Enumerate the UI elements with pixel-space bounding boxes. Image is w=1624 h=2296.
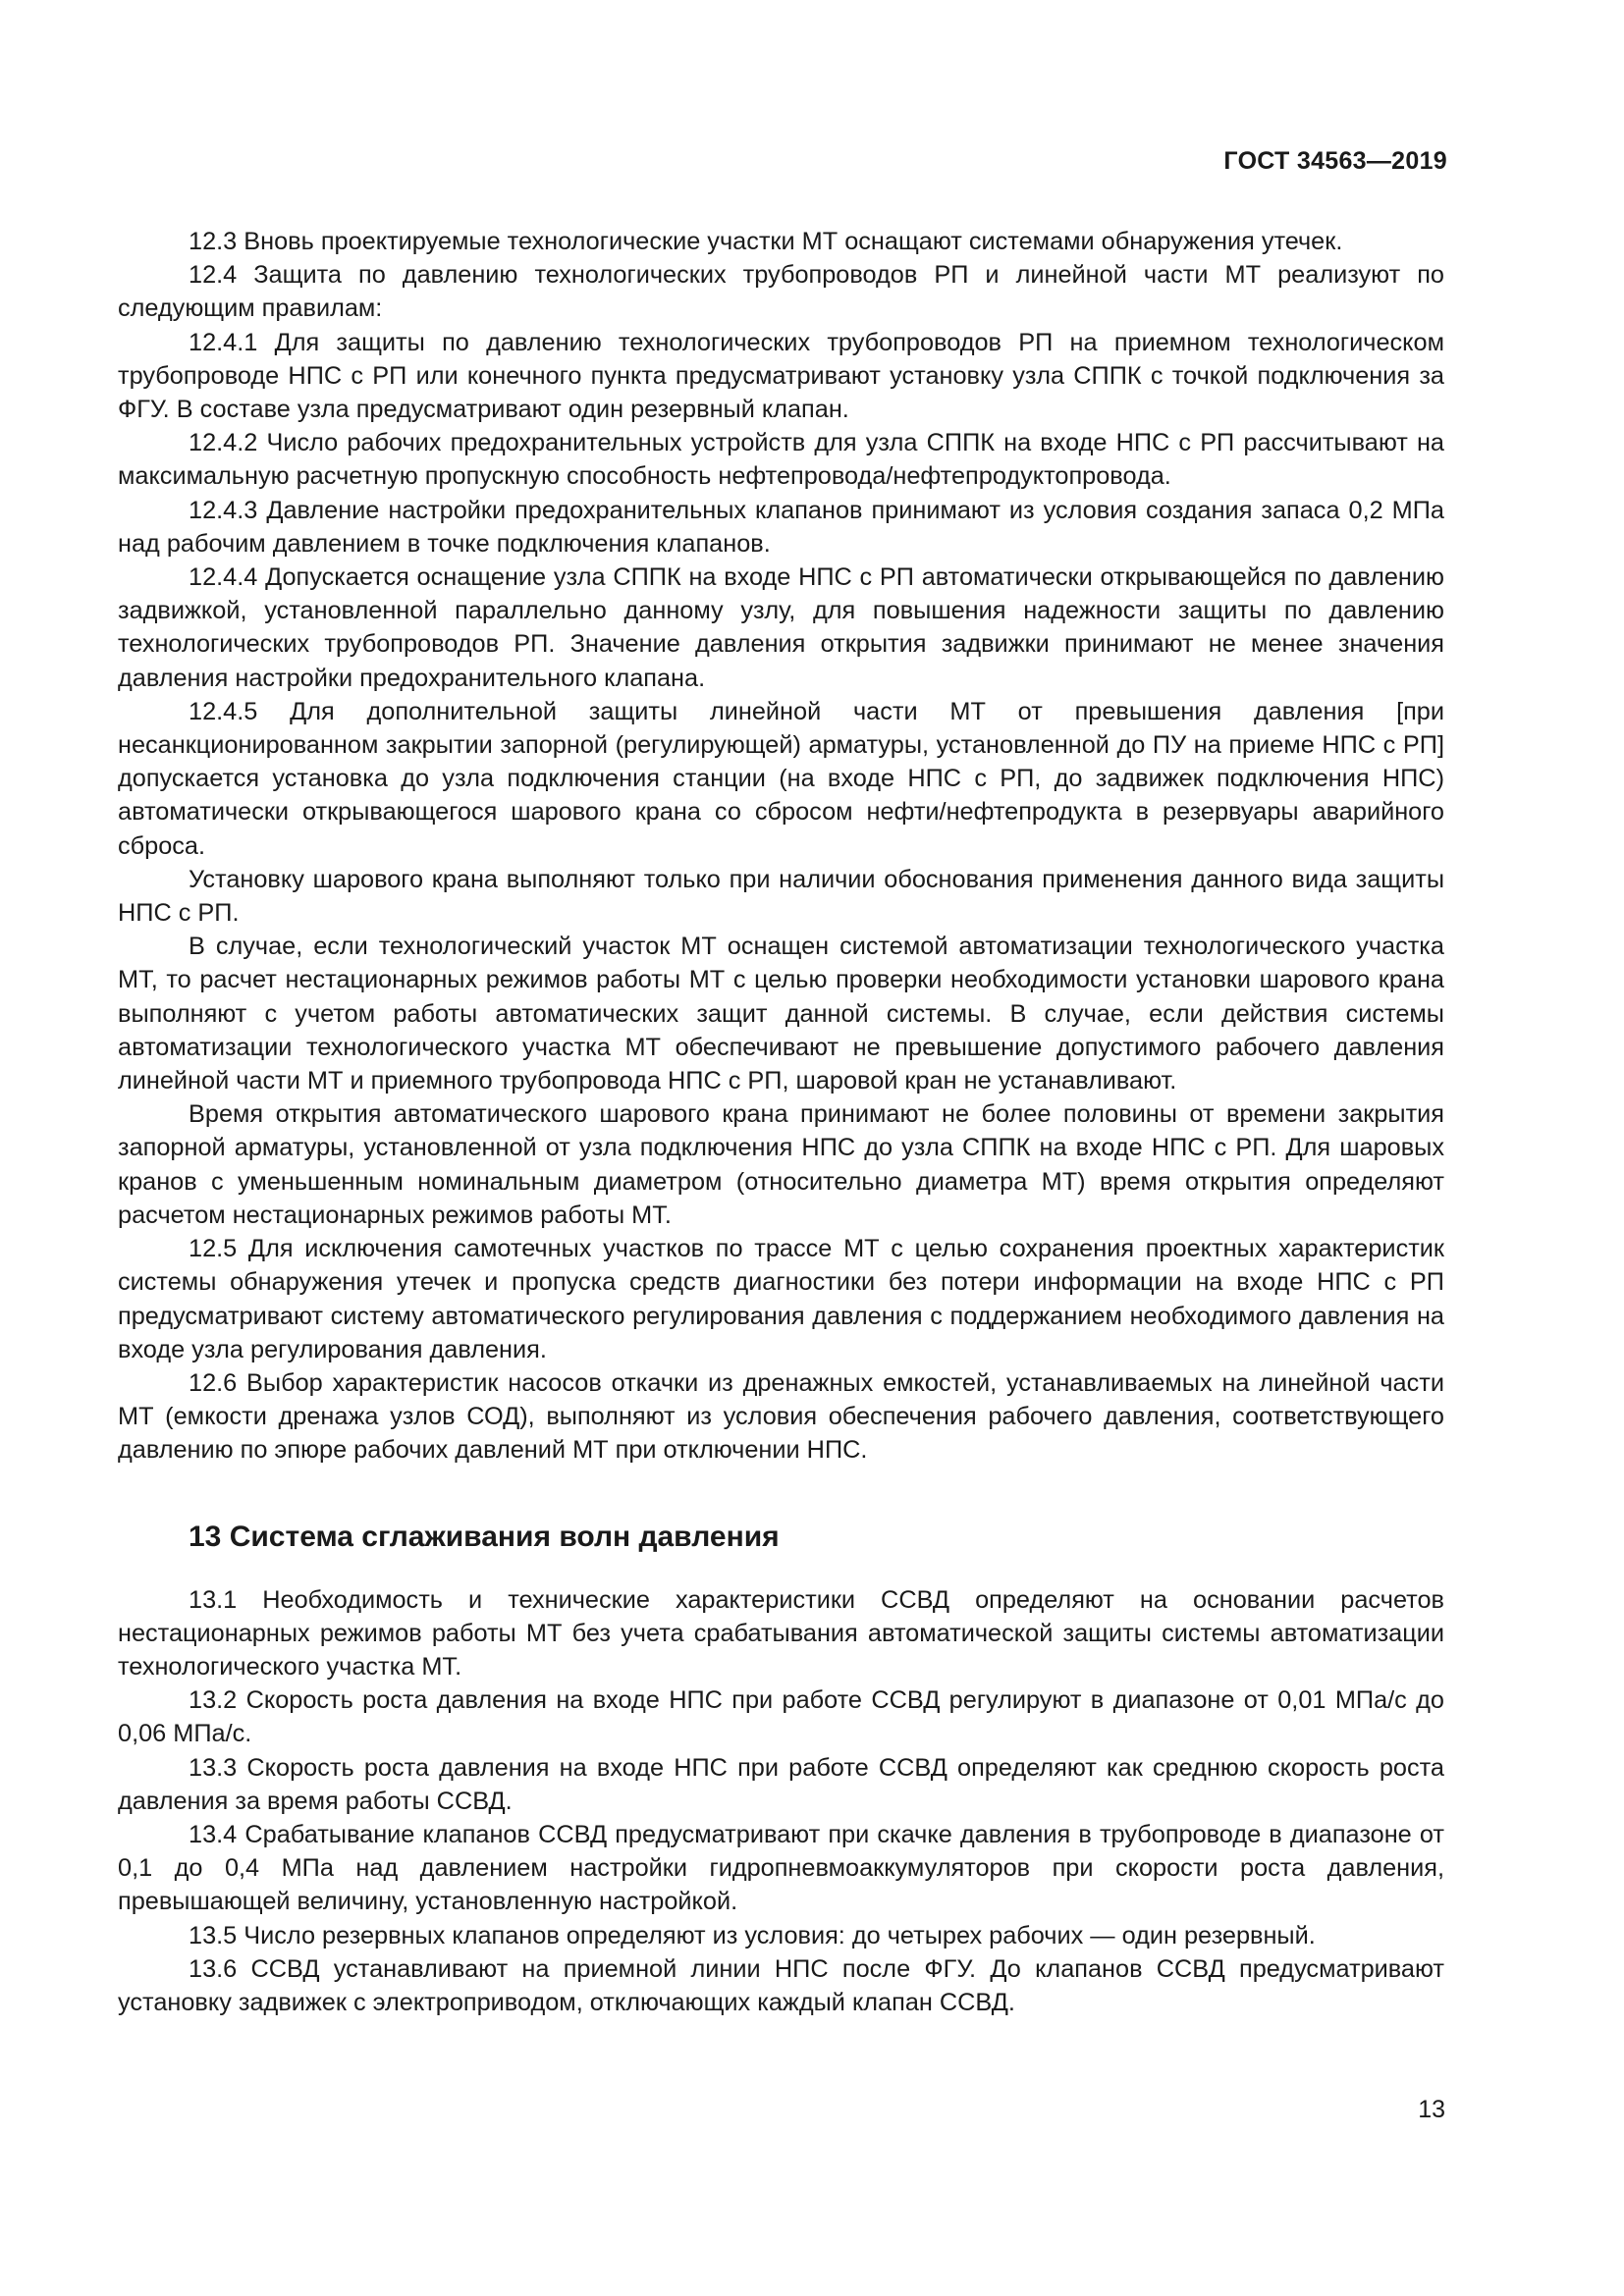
paragraph-12-4-4: 12.4.4 Допускается оснащение узла СППК на входе НПС с РП автоматически открывающейся по давлению задвижкой, установленной параллельно данному узлу, для повышения надежности защиты по давлению технологических трубопроводов РП. Значение давления открытия задвижки принимают не менее значения давления настройки предохранительного клапана. [118, 563, 1444, 692]
paragraph-12-4-2: 12.4.2 Число рабочих предохранительных устройств для узла СППК на входе НПС с РП рассчитывают на максимальную расчетную пропускную способность нефтепровода/нефтепродуктопровода. [118, 429, 1444, 491]
paragraph-automation-case: В случае, если технологический участок МТ оснащен системой автоматизации технологического участка МТ, то расчет нестационарных режимов работы МТ с целью проверки необходимости установки шарового крана выполняют с учетом работы автоматических защит данной системы. В случае, если действия системы автоматизации технологического участка МТ обеспечивают не превышение допустимого рабочего давления линейной части МТ и приемного трубопровода НПС с РП, шаровой кран не устанавливают. [118, 933, 1444, 1095]
paragraph-12-3: 12.3 Вновь проектируемые технологические участки МТ оснащают системами обнаружения утечек. [189, 228, 1343, 255]
paragraph-13-6: 13.6 ССВД устанавливают на приемной линии НПС после ФГУ. До клапанов ССВД предусматривают установку задвижек с электроприводом, отключающих каждый клапан ССВД. [118, 1954, 1444, 2016]
page-number: 13 [1418, 2096, 1445, 2123]
paragraph-12-5: 12.5 Для исключения самотечных участков по трассе МТ с целью сохранения проектных характеристик системы обнаружения утечек и пропуска средств диагностики без потери информации на входе НПС с РП предусматривают систему автоматического регулирования давления с поддержанием необходимого давления на входе узла регулирования давления. [118, 1235, 1444, 1363]
paragraph-13-1: 13.1 Необходимость и технические характеристики ССВД определяют на основании расчетов нестационарных режимов работы МТ без учета срабатывания автоматической защиты системы автоматизации технологического участка МТ. [118, 1585, 1444, 1681]
section-12-body [118, 225, 1444, 1468]
document-body [118, 225, 1444, 2019]
section-13-heading: 13 Система сглаживания волн давления [189, 1520, 780, 1553]
paragraph-12-6: 12.6 Выбор характеристик насосов откачки из дренажных емкостей, устанавливаемых на линейной части МТ (емкости дренажа узлов СОД), выполняют из условия обеспечения рабочего давления, соответствующего давлению по эпюре рабочих давлений МТ при отключении НПС. [118, 1368, 1444, 1465]
paragraph-ball-valve-justification: Установку шарового крана выполняют только при наличии обоснования применения данного вида защиты НПС с РП. [118, 865, 1444, 928]
paragraph-13-4: 13.4 Срабатывание клапанов ССВД предусматривают при скачке давления в трубопроводе в диапазоне от 0,1 до 0,4 МПа над давлением настройки гидропневмоаккумуляторов при скорости роста давления, превышающей величину, установленную настройкой. [118, 1820, 1444, 1916]
paragraph-12-4: 12.4 Защита по давлению технологических трубопроводов РП и линейной части МТ реализуют по следующим правилам: [118, 261, 1444, 323]
paragraph-12-4-5: 12.4.5 Для дополнительной защиты линейной части МТ от превышения давления [при несанкционированном закрытии запорной (регулирующей) арматуры, установленной до ПУ на приеме НПС с РП] допускается установка до узла подключения станции (на входе НПС с РП, до задвижек подключения НПС) автоматически открывающегося шарового крана со сбросом нефти/нефтепродукта в резервуары аварийного сброса. [118, 697, 1444, 860]
paragraph-12-4-1: 12.4.1 Для защиты по давлению технологических трубопроводов РП на приемном технологическом трубопроводе НПС с РП или конечного пункта предусматривают установку узла СППК с точкой подключения за ФГУ. В составе узла предусматривают один резервный клапан. [118, 328, 1444, 424]
paragraph-12-4-3: 12.4.3 Давление настройки предохранительных клапанов принимают из условия создания запаса 0,2 МПа над рабочим давлением в точке подключения клапанов. [118, 496, 1444, 558]
document-code: ГОСТ 34563—2019 [1223, 147, 1447, 175]
section-13-body [118, 1583, 1444, 2020]
paragraph-13-2: 13.2 Скорость роста давления на входе НПС при работе ССВД регулируют в диапазоне от 0,01 МПа/с до 0,06 МПа/с. [118, 1686, 1444, 1748]
paragraph-13-3: 13.3 Скорость роста давления на входе НПС при работе ССВД определяют как среднюю скорость роста давления за время работы ССВД. [118, 1753, 1444, 1815]
paragraph-ball-valve-opening-time: Время открытия автоматического шарового крана принимают не более половины от времени закрытия запорной арматуры, установленной от узла подключения НПС до узла СППК на входе НПС с РП. Для шаровых кранов с уменьшенным номинальным диаметром (относительно диаметра МТ) время открытия определяют расчетом нестационарных режимов работы МТ. [118, 1100, 1444, 1229]
paragraph-13-5: 13.5 Число резервных клапанов определяют из условия: до четырех рабочих — один резервный. [189, 1921, 1316, 1949]
